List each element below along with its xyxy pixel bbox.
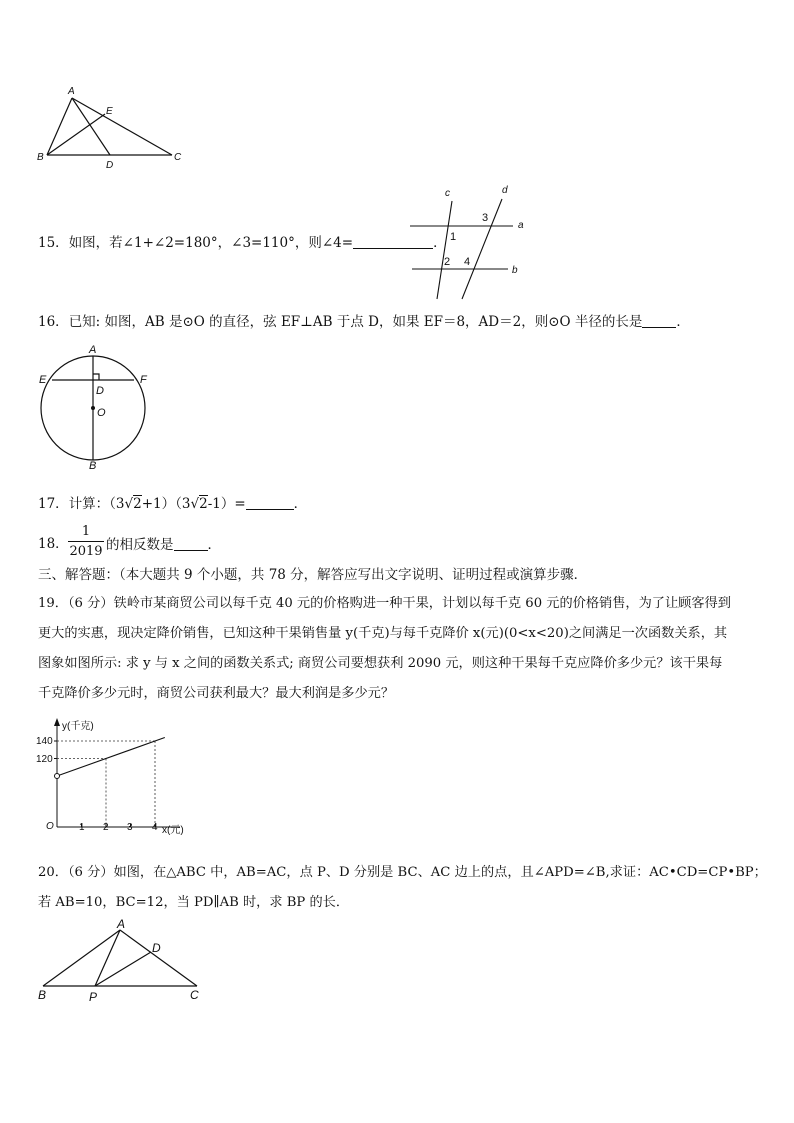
fig15-label-d: d bbox=[502, 185, 508, 196]
question-19-line-4: 千克降价多少元时，商贸公司获利最大？最大利润是多少元？ bbox=[38, 686, 395, 701]
chart-xlabel: x(元) bbox=[162, 825, 184, 836]
question-19-line-1: 19．（6 分）铁岭市某商贸公司以每千克 40 元的价格购进一种干果，计划以每千克 60 元的价格销售，为了让顾客得到 bbox=[38, 596, 731, 611]
fig20-label-a: A bbox=[117, 917, 126, 931]
fig20-label-c: C bbox=[190, 988, 199, 1002]
fig16-label-d: D bbox=[96, 385, 104, 397]
question-text: 已知: 如图，AB 是⊙O 的直径，弦 EF⊥AB 于点 D，如果 EF＝8，AD＝2，则⊙O 半径的长是 bbox=[68, 314, 643, 330]
chart-xtick-3: 3 bbox=[127, 822, 133, 833]
fig16-label-o: O bbox=[97, 407, 106, 419]
question-number: 18． bbox=[38, 536, 69, 552]
fig15-angle-1: 1 bbox=[450, 231, 457, 243]
fig14-label-c: C bbox=[174, 152, 182, 163]
sqrt-sign: √ bbox=[190, 496, 200, 512]
fig15-angle-4: 4 bbox=[464, 256, 471, 268]
fig15-angle-3: 3 bbox=[482, 212, 489, 224]
expr-part: +1）（3 bbox=[141, 496, 191, 512]
fig16-label-b: B bbox=[89, 460, 97, 472]
end-mark: ． bbox=[433, 235, 447, 251]
question-19-line-2: 更大的实惠，现决定降价销售，已知这种干果销售量 y(千克)与每千克降价 x(元)(0<x<20)之间满足一次函数关系，其 bbox=[38, 626, 728, 641]
chart-ytick-120: 120 bbox=[36, 754, 53, 765]
chart-ytick-140: 140 bbox=[36, 736, 53, 747]
fig15-label-c: c bbox=[445, 188, 450, 199]
radicand: 2 bbox=[199, 496, 208, 512]
fraction-denominator: 2019 bbox=[69, 544, 103, 559]
radicand: 2 bbox=[133, 496, 142, 512]
end-mark: ． bbox=[293, 496, 308, 512]
question-20-line-1: 20．（6 分）如图，在△ABC 中，AB=AC，点 P、D 分别是 BC、AC 边上的点，且∠APD=∠B,求证：AC•CD=CP•BP； bbox=[38, 865, 767, 880]
fig14-label-b: B bbox=[37, 152, 44, 163]
chart-xtick-1: 1 bbox=[79, 822, 85, 833]
expr-part: -1）= bbox=[207, 496, 246, 512]
fraction-numerator: 1 bbox=[68, 524, 104, 542]
fig20-label-b: B bbox=[38, 988, 47, 1002]
chart-xtick-2: 2 bbox=[103, 822, 109, 833]
fig14-label-d: D bbox=[106, 160, 114, 171]
question-number: 15． bbox=[38, 235, 69, 251]
chart-ylabel: y(千克) bbox=[62, 721, 94, 732]
question-number: 16． bbox=[38, 314, 69, 330]
fig15-label-a: a bbox=[518, 220, 524, 231]
fig14-label-a: A bbox=[68, 86, 75, 97]
fig15-angle-2: 2 bbox=[444, 256, 451, 268]
fig15-label-b: b bbox=[512, 265, 518, 276]
question-19-line-3: 图象如图所示: 求 y 与 x 之间的函数关系式; 商贸公司要想获利 2090 元，则这种干果每千克应降价多少元？该干果每 bbox=[38, 656, 723, 671]
fig16-label-e: E bbox=[39, 374, 47, 386]
fig16-label-a: A bbox=[89, 344, 97, 356]
fig16-label-f: F bbox=[140, 374, 147, 386]
question-number: 17． bbox=[38, 496, 69, 512]
question-text: 的相反数是 bbox=[106, 537, 174, 553]
end-mark: ． bbox=[207, 537, 221, 553]
expr-part: 计算：（3 bbox=[68, 496, 125, 512]
chart-xtick-4: 4 bbox=[152, 822, 158, 833]
end-mark: ． bbox=[676, 314, 690, 330]
question-text: 如图，若∠1+∠2=180°，∠3=110°，则∠4= bbox=[68, 235, 354, 251]
section-header: 三、解答题：（本大题共 9 个小题，共 78 分，解答应写出文字说明、证明过程或演算步骤． bbox=[38, 567, 588, 583]
fig20-label-d: D bbox=[152, 941, 161, 955]
fig20-label-p: P bbox=[89, 990, 98, 1004]
question-20-line-2: 若 AB=10，BC=12，当 PD∥AB 时，求 BP 的长． bbox=[38, 895, 350, 910]
fig14-label-e: E bbox=[106, 106, 113, 117]
sqrt-sign: √ bbox=[124, 496, 134, 512]
chart-origin-label: O bbox=[46, 821, 54, 832]
